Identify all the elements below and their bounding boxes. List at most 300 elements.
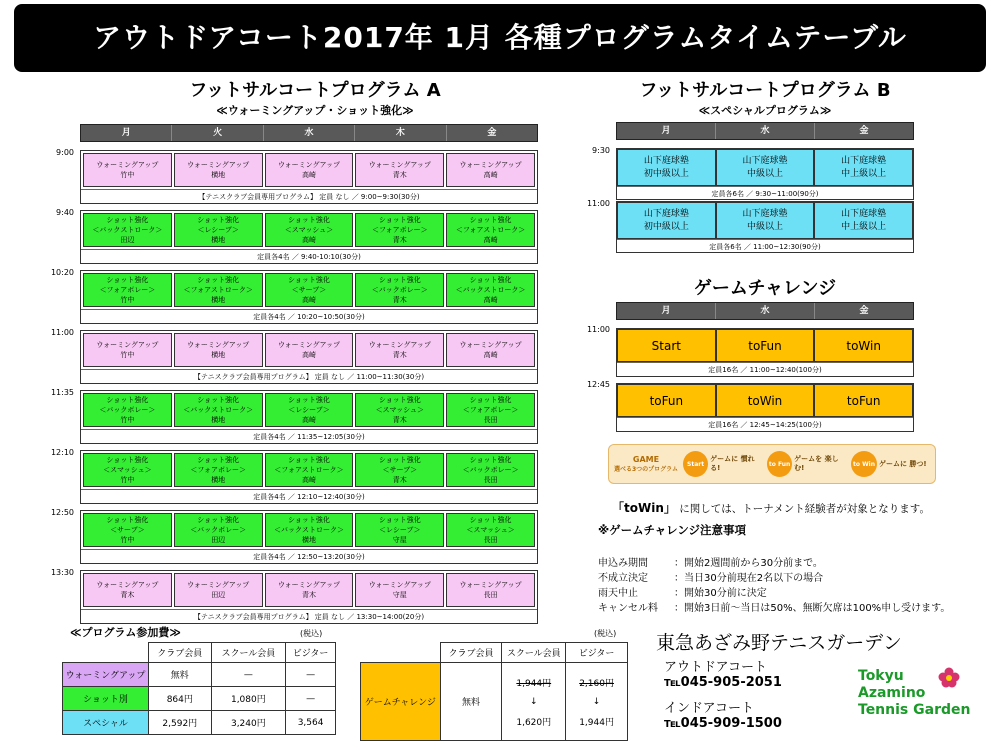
game-cell[interactable]: Start bbox=[617, 329, 716, 362]
program-cell-line: 青木 bbox=[301, 591, 316, 599]
time-label: 12:45 bbox=[586, 380, 610, 389]
day-header-cell: 金 bbox=[859, 126, 869, 136]
program-cell-line: 田辺 bbox=[211, 591, 226, 599]
program-cell-line: ショット強化 bbox=[106, 396, 149, 404]
promo-badge-icon: to Fun bbox=[767, 451, 792, 477]
promo-item bbox=[683, 451, 763, 477]
day-header-cell: 月 bbox=[617, 123, 716, 139]
program-cell-line: ＜バックストローク＞ bbox=[92, 226, 163, 234]
fees-cell: 2,592円 bbox=[149, 711, 212, 735]
program-cell-line: ウォーミングアップ bbox=[368, 581, 431, 589]
fees-row-label: ショット別 bbox=[63, 687, 149, 711]
program-cell-line: ショット強化 bbox=[106, 276, 149, 284]
caution-value: ：開始30分前に決定 bbox=[674, 588, 767, 599]
game-promo-banner bbox=[608, 444, 936, 484]
program-cell-line: 高崎 bbox=[483, 171, 498, 179]
program-cell[interactable] bbox=[83, 573, 172, 607]
program-cell-line: 守屋 bbox=[392, 591, 407, 599]
program-cell-line: ショット強化 bbox=[469, 516, 512, 524]
caution-item bbox=[598, 586, 996, 601]
program-cell-line: 横地 bbox=[211, 416, 226, 424]
program-cell-line: 竹中 bbox=[120, 171, 135, 179]
program-cell-line: ショット強化 bbox=[106, 516, 149, 524]
program-cell-line: 高崎 bbox=[483, 236, 498, 244]
program-cell[interactable] bbox=[617, 149, 716, 186]
program-cell[interactable] bbox=[446, 513, 535, 547]
time-label: 13:30 bbox=[50, 568, 74, 577]
program-cell[interactable] bbox=[83, 273, 172, 307]
program-cell-line: 高崎 bbox=[301, 236, 316, 244]
program-cell[interactable] bbox=[265, 513, 354, 547]
promo-label-bottom: 選べる3つのプログラム bbox=[613, 466, 679, 473]
fees-table bbox=[62, 642, 336, 735]
game-day-header bbox=[616, 302, 914, 320]
time-label: 11:00 bbox=[586, 325, 610, 334]
program-cell-line: 長田 bbox=[483, 591, 498, 599]
program-cell-line: 中級以上 bbox=[747, 221, 784, 232]
day-header-cell: 水 bbox=[264, 125, 355, 141]
promo-badge-icon: Start bbox=[683, 451, 708, 477]
program-cell[interactable] bbox=[355, 513, 444, 547]
program-cell-line: ＜スマッシュ＞ bbox=[375, 406, 425, 414]
promo-badge-icon: to Win bbox=[851, 451, 877, 477]
schedule-block bbox=[80, 330, 538, 384]
program-cell-line: ＜スマッシュ＞ bbox=[466, 526, 515, 534]
program-cell-line: 山下庭球塾 bbox=[841, 208, 887, 219]
program-cell-line: ウォーミングアップ bbox=[96, 161, 159, 169]
program-cell-line: 青木 bbox=[392, 236, 407, 244]
fees-corner bbox=[63, 643, 149, 663]
caution-key: キャンセル料 bbox=[598, 603, 658, 614]
program-cell-line: ショット強化 bbox=[378, 396, 421, 404]
program-cell-line: 高崎 bbox=[483, 296, 498, 304]
fees2-tax-note: (税込) bbox=[594, 629, 617, 638]
program-cell-line: 青木 bbox=[392, 351, 407, 359]
caution-list bbox=[598, 556, 996, 616]
fees-col-header: ビジター bbox=[286, 643, 336, 663]
caution-value: ：当日30分前現在2名以下の場合 bbox=[674, 573, 824, 584]
time-label: 11:00 bbox=[586, 199, 610, 208]
program-cell-line: ショット強化 bbox=[288, 276, 330, 284]
fees-title: ≪プログラム参加費≫ bbox=[70, 626, 181, 639]
program-cell-line: 横地 bbox=[211, 351, 226, 359]
game-fees-col-school: スクール会員 bbox=[502, 643, 566, 663]
program-cell-line: ショット強化 bbox=[378, 516, 421, 524]
fees-row-label: スペシャル bbox=[63, 711, 149, 735]
program-cell-line: ショット強化 bbox=[469, 216, 512, 224]
game-fees-col-club: クラブ会員 bbox=[440, 643, 502, 663]
program-cell[interactable] bbox=[265, 273, 354, 307]
program-cell-line: ＜フォアボレー＞ bbox=[462, 406, 519, 414]
program-cell-line: ＜サーブ＞ bbox=[110, 526, 145, 534]
towin-note-emphasis: 「toWin」 bbox=[612, 501, 676, 515]
schedule-block bbox=[80, 270, 538, 324]
program-cell-line: 守屋 bbox=[392, 536, 407, 544]
program-cell[interactable] bbox=[716, 202, 815, 239]
program-cell-line: ＜サーブ＞ bbox=[382, 466, 418, 474]
day-header-cell: 月 bbox=[617, 303, 716, 319]
schedule-block bbox=[80, 210, 538, 264]
fees-cell: — bbox=[211, 663, 286, 687]
promo-text: ゲームを 楽しむ! bbox=[794, 455, 839, 472]
program-cell-line: 長田 bbox=[483, 476, 498, 484]
program-cell-line: ショット強化 bbox=[197, 516, 240, 524]
program-cell-line: 高崎 bbox=[301, 351, 316, 359]
day-header-cell: 火 bbox=[172, 125, 263, 141]
caution-value: ：開始2週間前から30分前まで。 bbox=[674, 558, 823, 569]
flower-logo-icon bbox=[938, 666, 960, 690]
block-note: 【テニスクラブ会員専用プログラム】 定員 なし ／ 13:30~14:00(20分) bbox=[81, 609, 537, 624]
program-cell-line: 初中級以上 bbox=[643, 168, 689, 179]
program-cell-line: ＜フォアストローク＞ bbox=[274, 466, 344, 474]
indoor-phone[interactable]: ℡045-909-1500 bbox=[664, 716, 782, 731]
game-fees-table bbox=[360, 642, 628, 741]
program-cell-line: ＜フォアボレー＞ bbox=[371, 226, 428, 234]
program-cell-line: ショット強化 bbox=[288, 216, 330, 224]
program-cell-line: ウォーミングアップ bbox=[187, 341, 250, 349]
page-banner: アウトドアコート2017年 1月 各種プログラムタイムテーブル bbox=[14, 4, 986, 72]
program-cell[interactable] bbox=[814, 202, 913, 239]
program-cell[interactable] bbox=[174, 573, 263, 607]
game-cell[interactable]: toFun bbox=[716, 329, 815, 362]
schedule-block bbox=[80, 510, 538, 564]
program-cell-line: ショット強化 bbox=[288, 396, 330, 404]
block-note: 定員各4名 ／ 12:10~12:40(30分) bbox=[81, 489, 537, 504]
program-cell-line: ショット強化 bbox=[378, 276, 421, 284]
program-cell[interactable] bbox=[446, 393, 535, 427]
program-cell[interactable] bbox=[814, 149, 913, 186]
day-header-cell: 金 bbox=[487, 128, 497, 138]
caution-key: 雨天中止 bbox=[598, 588, 638, 599]
program-cell-line: 横地 bbox=[211, 476, 226, 484]
program-cell-line: ＜レシーブ＞ bbox=[197, 226, 239, 234]
program-cell-line: ＜バックストローク＞ bbox=[274, 526, 344, 534]
time-label: 11:00 bbox=[50, 328, 74, 337]
block-note: 定員各6名 ／ 11:00~12:30(90分) bbox=[617, 239, 913, 254]
block-note: 定員各6名 ／ 9:30~11:00(90分) bbox=[617, 186, 913, 201]
program-cell-line: ＜フォアボレー＞ bbox=[190, 466, 247, 474]
caution-item bbox=[598, 571, 996, 586]
program-cell-line: 長田 bbox=[483, 536, 498, 544]
schedule-block bbox=[616, 148, 914, 200]
program-cell-line: 山下庭球塾 bbox=[742, 155, 788, 166]
program-cell[interactable] bbox=[265, 213, 354, 247]
program-cell[interactable] bbox=[265, 333, 354, 367]
tokyu-logo bbox=[858, 668, 998, 719]
program-cell-line: ＜レシーブ＞ bbox=[379, 526, 421, 534]
program-cell-line: ＜フォアストローク＞ bbox=[455, 226, 526, 234]
program-cell[interactable] bbox=[265, 153, 354, 187]
program-cell-line: ウォーミングアップ bbox=[277, 581, 341, 589]
program-b-subtitle: ≪スペシャルプログラム≫ bbox=[698, 104, 832, 117]
fees-tax-note: (税込) bbox=[300, 629, 323, 638]
outdoor-phone[interactable]: ℡045-905-2051 bbox=[664, 675, 782, 690]
fees-col-header: スクール会員 bbox=[211, 643, 286, 663]
program-cell[interactable] bbox=[83, 153, 172, 187]
program-cell-line: ショット強化 bbox=[288, 516, 330, 524]
program-cell-line: ＜フォアストローク＞ bbox=[183, 286, 253, 294]
program-cell[interactable] bbox=[355, 213, 444, 247]
program-cell-line: 長田 bbox=[483, 416, 498, 424]
day-header-cell: 水 bbox=[716, 303, 815, 319]
game-fees-school-arrow: ↓ bbox=[529, 696, 538, 707]
program-cell-line: 竹中 bbox=[120, 416, 135, 424]
program-cell[interactable] bbox=[265, 393, 354, 427]
program-cell-line: ショット強化 bbox=[197, 456, 240, 464]
time-label: 9:00 bbox=[56, 148, 74, 157]
program-cell-line: 高崎 bbox=[301, 476, 316, 484]
promo-text: ゲームに 勝つ! bbox=[879, 459, 927, 468]
schedule-block bbox=[80, 390, 538, 444]
program-cell[interactable] bbox=[355, 573, 444, 607]
program-cell-line: 青木 bbox=[392, 416, 407, 424]
program-cell-line: 初中級以上 bbox=[643, 221, 689, 232]
program-cell-line: ＜バックストローク＞ bbox=[183, 406, 254, 414]
caution-title: ※ゲームチャレンジ注意事項 bbox=[598, 523, 747, 537]
program-cell-line: 竹中 bbox=[120, 536, 135, 544]
program-cell-line: 高崎 bbox=[301, 296, 316, 304]
program-cell[interactable] bbox=[83, 513, 172, 547]
day-header-cell: 金 bbox=[859, 306, 869, 316]
program-cell-line: 高崎 bbox=[301, 416, 316, 424]
program-cell-line: 竹中 bbox=[120, 476, 135, 484]
logo-line-3: Tennis Garden bbox=[858, 702, 971, 718]
program-b-day-header bbox=[616, 122, 914, 140]
game-fees-club: 無料 bbox=[440, 663, 502, 741]
time-label: 11:35 bbox=[50, 388, 74, 397]
program-cell-line: ＜スマッシュ＞ bbox=[103, 466, 152, 474]
program-cell-line: ＜バックストローク＞ bbox=[455, 286, 526, 294]
day-header-cell: 水 bbox=[716, 123, 815, 139]
program-cell-line: ウォーミングアップ bbox=[459, 581, 522, 589]
program-cell-line: 山下庭球塾 bbox=[643, 208, 689, 219]
game-fees-visitor-old: 2,160円 bbox=[579, 678, 614, 689]
program-cell[interactable] bbox=[446, 213, 535, 247]
time-label: 12:10 bbox=[50, 448, 74, 457]
outdoor-label: アウトドアコート bbox=[664, 660, 767, 675]
caution-key: 不成立決定 bbox=[598, 573, 648, 584]
caution-item bbox=[598, 556, 996, 571]
program-cell-line: 青木 bbox=[392, 296, 407, 304]
schedule-block bbox=[80, 450, 538, 504]
game-fees-col-visitor: ビジター bbox=[566, 643, 628, 663]
program-cell-line: ＜フォアボレー＞ bbox=[99, 286, 156, 294]
program-cell-line: 高崎 bbox=[483, 351, 498, 359]
program-cell-line: ショット強化 bbox=[378, 216, 421, 224]
facility-name: 東急あざみ野テニスガーデン bbox=[656, 632, 902, 654]
program-cell-line: ＜レシーブ＞ bbox=[288, 406, 330, 414]
program-cell[interactable] bbox=[446, 153, 535, 187]
program-cell-line: ショット強化 bbox=[469, 396, 512, 404]
program-cell[interactable] bbox=[83, 333, 172, 367]
fees-cell: 864円 bbox=[149, 687, 212, 711]
program-cell-line: ウォーミングアップ bbox=[96, 341, 159, 349]
program-cell[interactable] bbox=[355, 453, 444, 487]
program-cell-line: ＜バックボレー＞ bbox=[371, 286, 428, 294]
fees-cell: 3,240円 bbox=[211, 711, 286, 735]
day-header-cell: 木 bbox=[355, 125, 446, 141]
towin-note bbox=[612, 499, 997, 516]
program-cell-line: ウォーミングアップ bbox=[187, 581, 250, 589]
game-fees-corner bbox=[361, 643, 441, 663]
fees-cell: 無料 bbox=[149, 663, 212, 687]
program-cell-line: ウォーミングアップ bbox=[277, 161, 341, 169]
program-cell-line: ショット強化 bbox=[106, 456, 149, 464]
logo-line-1: Tokyu bbox=[858, 668, 904, 684]
game-cell[interactable]: toWin bbox=[716, 384, 815, 417]
program-cell-line: ウォーミングアップ bbox=[459, 341, 522, 349]
program-cell-line: ショット強化 bbox=[197, 396, 240, 404]
game-fees-school-old: 1,944円 bbox=[516, 678, 552, 689]
program-cell[interactable] bbox=[174, 393, 263, 427]
day-header-cell: 月 bbox=[81, 125, 172, 141]
promo-item bbox=[851, 451, 931, 477]
schedule-block bbox=[616, 201, 914, 253]
program-cell-line: ショット強化 bbox=[288, 456, 330, 464]
block-note: 定員各4名 ／ 12:50~13:20(30分) bbox=[81, 549, 537, 564]
schedule-block bbox=[80, 570, 538, 624]
game-fees-school bbox=[502, 663, 566, 741]
program-cell-line: 横地 bbox=[301, 536, 316, 544]
program-cell[interactable] bbox=[446, 333, 535, 367]
program-cell-line: ショット強化 bbox=[197, 216, 240, 224]
fees-row-label: ウォーミングアップ bbox=[63, 663, 149, 687]
program-cell[interactable] bbox=[174, 213, 263, 247]
program-cell[interactable] bbox=[716, 149, 815, 186]
block-note: 【テニスクラブ会員専用プログラム】 定員 なし ／ 11:00~11:30(30分) bbox=[81, 369, 537, 384]
program-cell[interactable] bbox=[174, 333, 263, 367]
caution-value: ：開始3日前～当日は50%、無断欠席は100%申し受けます。 bbox=[674, 603, 951, 614]
fees-cell: — bbox=[286, 687, 336, 711]
program-cell-line: ＜サーブ＞ bbox=[291, 286, 327, 294]
program-cell-line: 青木 bbox=[392, 476, 407, 484]
program-cell[interactable] bbox=[174, 453, 263, 487]
program-cell[interactable] bbox=[265, 453, 354, 487]
program-cell-line: ショット強化 bbox=[469, 276, 512, 284]
program-cell-line: ウォーミングアップ bbox=[459, 161, 522, 169]
program-cell[interactable] bbox=[355, 153, 444, 187]
block-note: 定員各4名 ／ 11:35~12:05(30分) bbox=[81, 429, 537, 444]
towin-note-text: に関しては、トーナメント経験者が対象となります。 bbox=[679, 503, 930, 515]
game-fees-row-label: ゲームチャレンジ bbox=[361, 663, 441, 741]
block-note: 【テニスクラブ会員専用プログラム】 定員 なし ／ 9:00~9:30(30分) bbox=[81, 189, 537, 204]
game-challenge-title: ゲームチャレンジ bbox=[693, 278, 837, 299]
program-cell-line: ＜スマッシュ＞ bbox=[284, 226, 334, 234]
program-cell[interactable] bbox=[355, 393, 444, 427]
time-label: 12:50 bbox=[50, 508, 74, 517]
program-cell[interactable] bbox=[83, 453, 172, 487]
game-fees-visitor-new: 1,944円 bbox=[579, 717, 614, 728]
program-cell[interactable] bbox=[446, 273, 535, 307]
caution-key: 申込み期間 bbox=[598, 558, 648, 569]
caution-item bbox=[598, 601, 996, 616]
program-cell-line: ウォーミングアップ bbox=[277, 341, 341, 349]
program-cell-line: 田辺 bbox=[120, 236, 135, 244]
schedule-block bbox=[80, 150, 538, 204]
program-cell[interactable] bbox=[617, 202, 716, 239]
program-cell[interactable] bbox=[83, 213, 172, 247]
program-cell-line: ＜バックボレー＞ bbox=[462, 466, 519, 474]
program-a-day-header bbox=[80, 124, 538, 142]
program-cell-line: 高崎 bbox=[301, 171, 316, 179]
time-label: 9:40 bbox=[56, 208, 74, 217]
game-fees-visitor bbox=[566, 663, 628, 741]
program-cell-line: 横地 bbox=[211, 171, 226, 179]
program-cell-line: 山下庭球塾 bbox=[841, 155, 887, 166]
program-cell[interactable] bbox=[355, 333, 444, 367]
program-a-title: フットサルコートプログラム A bbox=[189, 80, 441, 101]
game-fees-visitor-arrow: ↓ bbox=[592, 696, 601, 707]
program-cell-line: 田辺 bbox=[211, 536, 226, 544]
program-cell-line: ＜バックボレー＞ bbox=[190, 526, 247, 534]
program-cell-line: 中級以上 bbox=[747, 168, 784, 179]
block-note: 定員各4名 ／ 10:20~10:50(30分) bbox=[81, 309, 537, 324]
program-cell-line: 中上級以上 bbox=[841, 221, 887, 232]
game-fees-school-new: 1,620円 bbox=[516, 717, 552, 728]
program-cell-line: ショット強化 bbox=[469, 456, 512, 464]
program-cell[interactable] bbox=[174, 153, 263, 187]
program-cell-line: 山下庭球塾 bbox=[643, 155, 689, 166]
program-cell[interactable] bbox=[174, 273, 263, 307]
fees-col-header: クラブ会員 bbox=[149, 643, 212, 663]
promo-item bbox=[767, 451, 847, 477]
program-cell-line: 竹中 bbox=[120, 296, 135, 304]
block-note: 定員各4名 ／ 9:40-10:10(30分) bbox=[81, 249, 537, 264]
program-cell[interactable] bbox=[174, 513, 263, 547]
program-cell-line: 青木 bbox=[392, 171, 407, 179]
program-cell[interactable] bbox=[446, 453, 535, 487]
promo-text: ゲームに 慣れる! bbox=[710, 455, 755, 472]
program-cell[interactable] bbox=[355, 273, 444, 307]
program-cell-line: ウォーミングアップ bbox=[368, 161, 431, 169]
logo-line-2: Azamino bbox=[858, 685, 926, 701]
program-cell-line: 青木 bbox=[120, 591, 135, 599]
time-label: 10:20 bbox=[50, 268, 74, 277]
program-cell-line: ＜バックボレー＞ bbox=[99, 406, 156, 414]
schedule-block bbox=[616, 383, 914, 432]
game-cell[interactable]: toWin bbox=[814, 329, 913, 362]
program-cell[interactable] bbox=[446, 573, 535, 607]
program-cell-line: 竹中 bbox=[120, 351, 135, 359]
program-cell[interactable] bbox=[83, 393, 172, 427]
program-cell-line: ウォーミングアップ bbox=[368, 341, 431, 349]
program-cell-line: 中上級以上 bbox=[841, 168, 887, 179]
schedule-block bbox=[616, 328, 914, 377]
program-cell-line: 横地 bbox=[211, 236, 226, 244]
fees-cell: 1,080円 bbox=[211, 687, 286, 711]
program-cell-line: 横地 bbox=[211, 296, 226, 304]
promo-label bbox=[613, 455, 679, 473]
program-cell-line: ショット強化 bbox=[106, 216, 149, 224]
indoor-label: インドアコート bbox=[664, 701, 754, 716]
program-cell-line: 山下庭球塾 bbox=[742, 208, 788, 219]
fees-cell: — bbox=[286, 663, 336, 687]
program-b-title: フットサルコートプログラム B bbox=[639, 80, 891, 101]
promo-label-top: GAME bbox=[632, 455, 660, 464]
fees-cell: 3,564 bbox=[286, 711, 336, 735]
program-cell-line: ショット強化 bbox=[378, 456, 421, 464]
game-cell[interactable]: toFun bbox=[617, 384, 716, 417]
program-cell[interactable] bbox=[265, 573, 354, 607]
time-label: 9:30 bbox=[592, 146, 610, 155]
block-note: 定員16名 ／ 12:45~14:25(100分) bbox=[617, 417, 913, 432]
block-note: 定員16名 ／ 11:00~12:40(100分) bbox=[617, 362, 913, 377]
program-a-subtitle: ≪ウォーミングアップ・ショット強化≫ bbox=[216, 104, 414, 117]
program-cell-line: ウォーミングアップ bbox=[96, 581, 159, 589]
program-cell-line: ショット強化 bbox=[197, 276, 240, 284]
program-cell-line: ウォーミングアップ bbox=[187, 161, 250, 169]
game-cell[interactable]: toFun bbox=[814, 384, 913, 417]
